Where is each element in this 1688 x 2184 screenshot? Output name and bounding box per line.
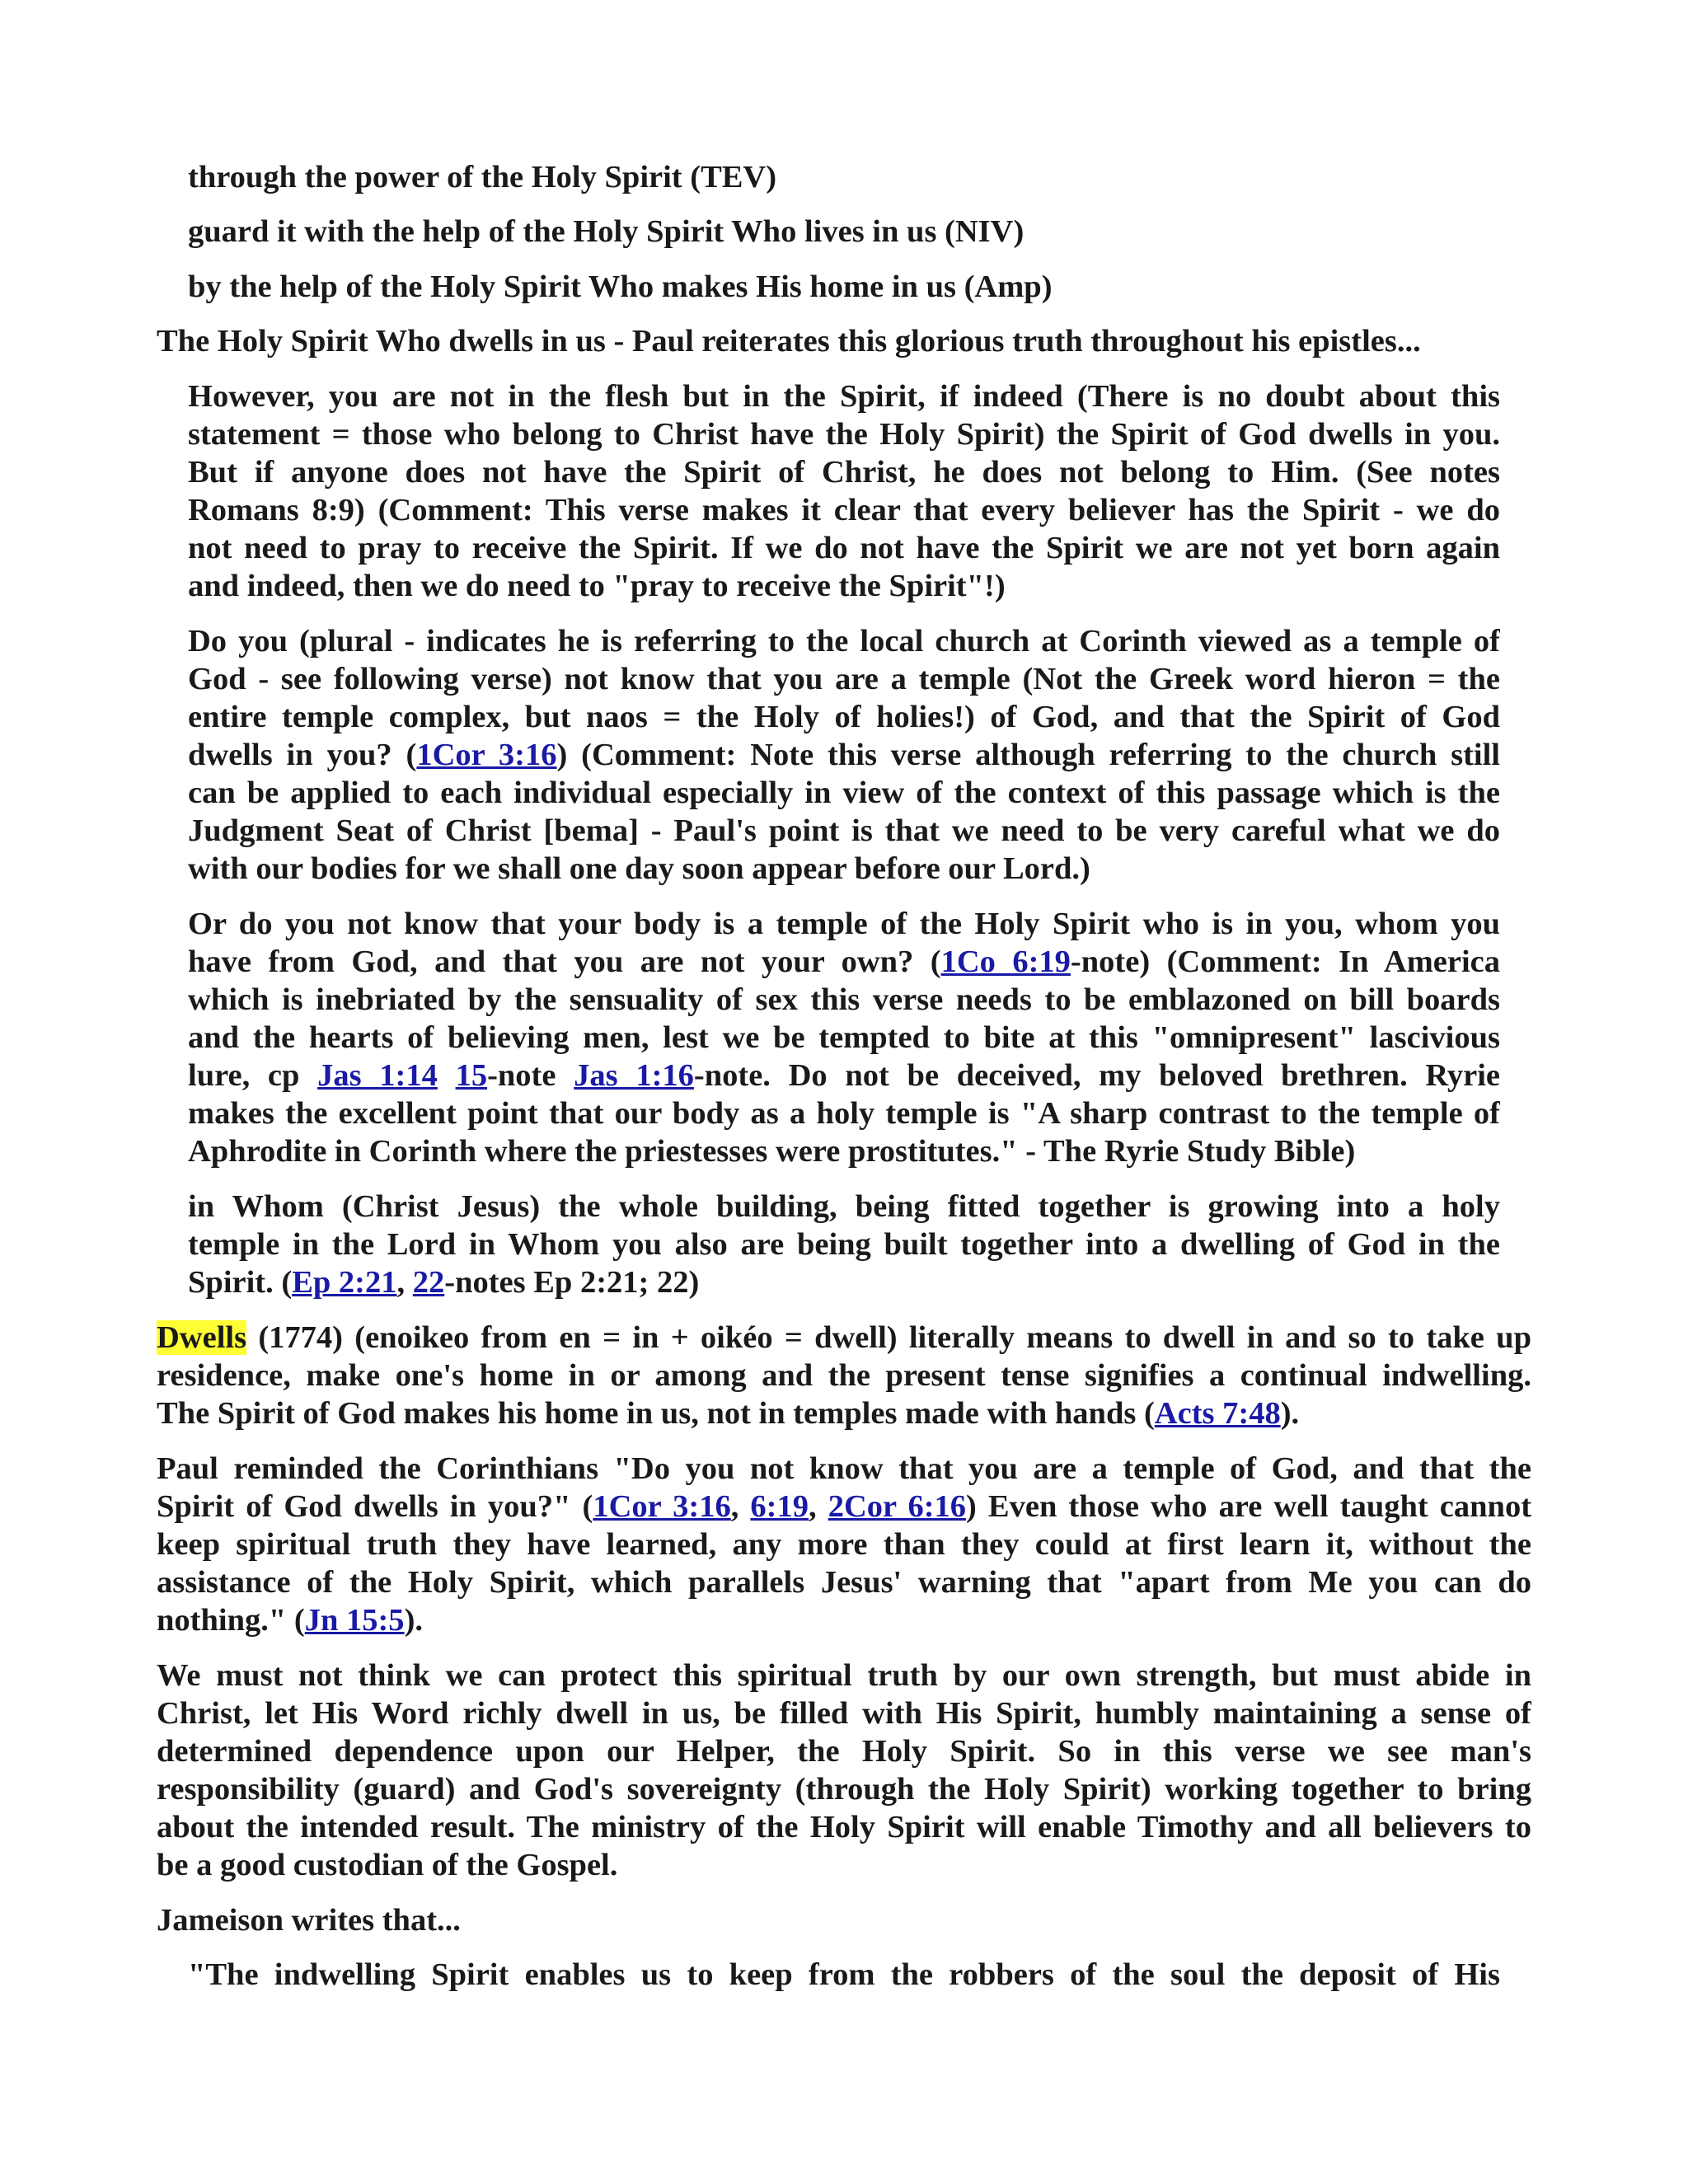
text: -note: [487, 1058, 574, 1093]
paragraph-line: be a good custodian of the Gospel.: [157, 1848, 618, 1882]
quote-line: [188, 1263, 1500, 1301]
quote-line: not need to pray to receive the Spirit. If we do not have the Spirit we are not yet born again: [188, 531, 1500, 565]
jameison-intro: Jameison writes that...: [157, 1903, 461, 1938]
paragraph-line: We must not think we can protect this spiritual truth by our own strength, but must abide in: [157, 1658, 1531, 1693]
ref-link-1co-6-19[interactable]: 1Co 6:19: [940, 944, 1071, 979]
paragraph-line: Christ, let His Word richly dwell in us, be filled with His Spirit, humbly maintaining a sense of: [157, 1696, 1531, 1731]
quote-line: makes the excellent point that our body as a holy temple is "A sharp contrast to the temple of: [188, 1096, 1500, 1131]
ref-link-1cor-3-16[interactable]: 1Cor 3:16: [416, 738, 557, 772]
quote-line: [188, 943, 1500, 981]
translation-tev: through the power of the Holy Spirit (TEV): [188, 160, 777, 194]
quote-line: and the hearts of believing men, lest we be tempted to bite at this "omnipresent" lascivious: [188, 1020, 1500, 1055]
text: ).: [1280, 1396, 1300, 1431]
ref-link-2cor-6-16[interactable]: 2Cor 6:16: [828, 1489, 967, 1524]
quote-line: Or do you not know that your body is a temple of the Holy Spirit who is in you, whom you: [188, 907, 1500, 941]
quote-line: in Whom (Christ Jesus) the whole building, being fitted together is growing into a holy: [188, 1189, 1500, 1224]
text: dwells in you? (: [188, 738, 417, 772]
ref-link-ep-2-22[interactable]: 22: [412, 1265, 445, 1300]
translation-amp: by the help of the Holy Spirit Who makes His home in us (Amp): [188, 269, 1053, 304]
text: have from God, and that you are not your own? (: [188, 944, 941, 979]
ref-link-6-19[interactable]: 6:19: [750, 1489, 809, 1524]
translation-niv: guard it with the help of the Holy Spirit Who lives in us (NIV): [188, 214, 1025, 249]
quote-line: However, you are not in the flesh but in the Spirit, if indeed (There is no doubt about this: [188, 379, 1500, 414]
paragraph-line: responsibility (guard) and God's sovereignty (through the Holy Spirit) working together to bring: [157, 1772, 1531, 1807]
quote-line: God - see following verse) not know that you are a temple (Not the Greek word hieron = the: [188, 662, 1500, 696]
text: ).: [404, 1603, 424, 1638]
text: ) (Comment: Note this verse although referring to the church still: [556, 738, 1500, 772]
ref-link-jn-15-5[interactable]: Jn 15:5: [304, 1603, 405, 1638]
quote-line: [188, 1057, 1500, 1094]
paragraph-line: determined dependence upon our Helper, the Holy Spirit. So in this verse we see man's: [157, 1734, 1531, 1769]
text: Spirit. (: [188, 1265, 293, 1300]
text: lure, cp: [188, 1058, 318, 1093]
paragraph-line: [157, 1394, 1531, 1432]
quote-line: statement = those who belong to Christ have the Holy Spirit) the Spirit of God dwells in you.: [188, 417, 1500, 452]
text: -notes Ep 2:21; 22): [444, 1265, 700, 1300]
quote-line: But if anyone does not have the Spirit of Christ, he does not belong to Him. (See notes: [188, 455, 1500, 490]
jameison-quote: "The indwelling Spirit enables us to keep from the robbers of the soul the deposit of His: [188, 1957, 1500, 1992]
quote-line: Aphrodite in Corinth where the priestesses were prostitutes." - The Ryrie Study Bible): [188, 1134, 1356, 1169]
paragraph-line: assistance of the Holy Spirit, which parallels Jesus' warning that "apart from Me you can do: [157, 1565, 1531, 1600]
paragraph-line: Paul reminded the Corinthians "Do you not know that you are a temple of God, and that the: [157, 1451, 1531, 1486]
paragraph-line: about the intended result. The ministry of the Holy Spirit will enable Timothy and all believers to: [157, 1810, 1531, 1844]
text: -note) (Comment: In America: [1070, 944, 1500, 979]
quote-line: temple in the Lord in Whom you also are being built together into a dwelling of God in the: [188, 1227, 1500, 1262]
paragraph-line: [157, 1488, 1531, 1526]
paragraph-line: residence, make one's home in or among and the present tense signifies a continual indwelling.: [157, 1358, 1531, 1393]
quote-line: and indeed, then we do need to "pray to receive the Spirit"!): [188, 569, 1006, 603]
quote-line: can be applied to each individual especially in view of the context of this passage which is the: [188, 776, 1500, 810]
text: Spirit of God dwells in you?" (: [157, 1489, 593, 1524]
ref-link-ep-2-21[interactable]: Ep 2:21: [292, 1265, 397, 1300]
paragraph-line: keep spiritual truth they have learned, any more than they could at first learn it, without the: [157, 1527, 1531, 1562]
paragraph-line: [157, 1319, 1531, 1357]
quote-line: Do you (plural - indicates he is referring to the local church at Corinth viewed as a temple of: [188, 624, 1500, 658]
quote-line: which is inebriated by the sensuality of sex this verse needs to be emblazoned on bill boards: [188, 982, 1500, 1017]
text: The Spirit of God makes his home in us, not in temples made with hands (: [157, 1396, 1155, 1431]
quote-line: with our bodies for we shall one day soon appear before our Lord.): [188, 851, 1090, 886]
quote-line: entire temple complex, but naos = the Holy of holies!) of God, and that the Spirit of God: [188, 700, 1500, 734]
quote-line: [188, 736, 1500, 774]
section-lead: The Holy Spirit Who dwells in us - Paul reiterates this glorious truth throughout his epistles...: [157, 324, 1421, 359]
text: ) Even those who are well taught cannot: [966, 1489, 1531, 1524]
ref-link-jas-1-16[interactable]: Jas 1:16: [574, 1058, 694, 1093]
text: nothing." (: [157, 1603, 305, 1638]
ref-link-acts-7-48[interactable]: Acts 7:48: [1154, 1396, 1281, 1431]
ref-link-jas-1-15[interactable]: 15: [455, 1058, 488, 1093]
quote-line: Romans 8:9) (Comment: This verse makes it clear that every believer has the Spirit - we do: [188, 493, 1500, 527]
ref-link-1cor-3-16b[interactable]: 1Cor 3:16: [593, 1489, 731, 1524]
text: ,: [730, 1489, 751, 1524]
ref-link-jas-1-14[interactable]: Jas 1:14: [317, 1058, 438, 1093]
text: (1774) (enoikeo from en = in + oikéo = dwell) literally means to dwell in and so to take up: [246, 1320, 1531, 1355]
paragraph-line: [157, 1601, 1531, 1639]
quote-line: Judgment Seat of Christ [bema] - Paul's point is that we need to be very careful what we do: [188, 813, 1500, 848]
text: ,: [809, 1489, 828, 1524]
text: -note. Do not be deceived, my beloved brethren. Ryrie: [693, 1058, 1500, 1093]
text: ,: [396, 1265, 413, 1300]
highlighted-term: Dwells: [157, 1320, 247, 1355]
